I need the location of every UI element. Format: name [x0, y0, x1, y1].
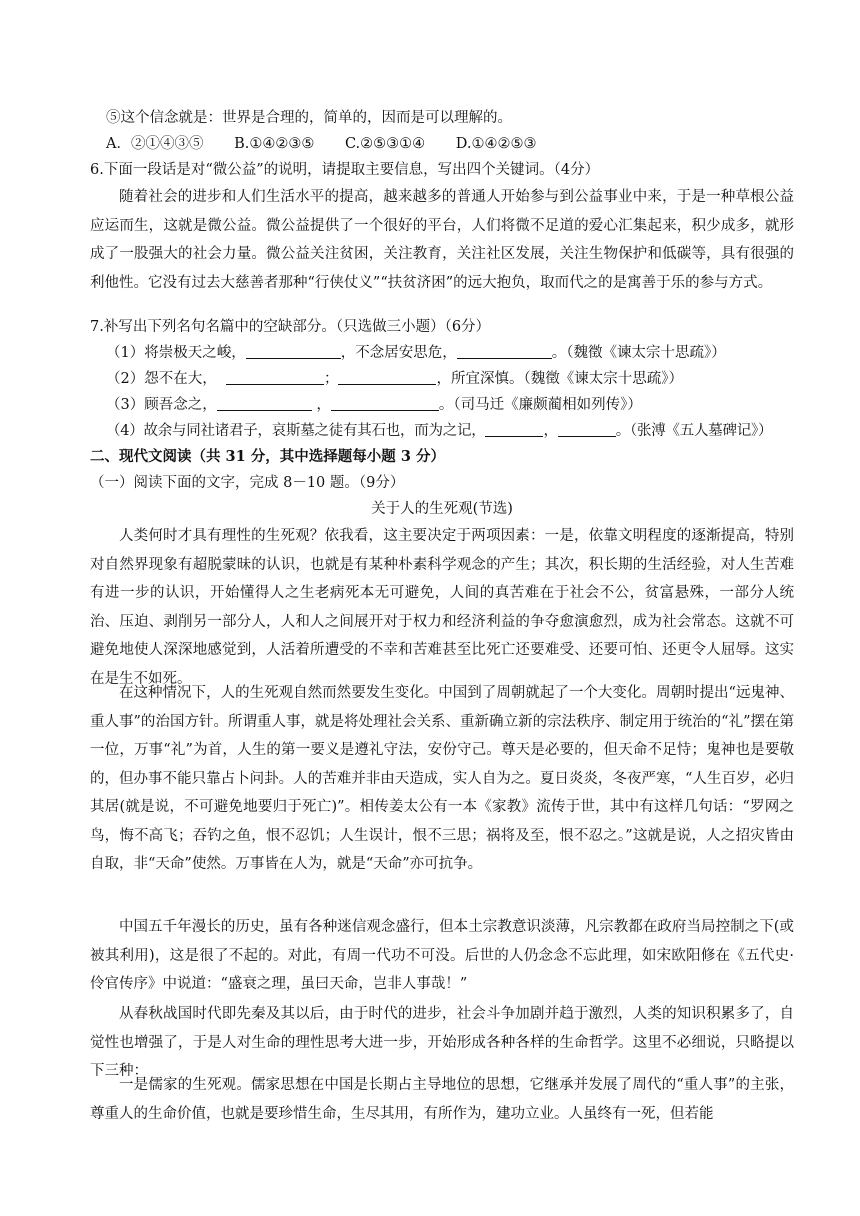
q5-item5: ⑤这个信念就是：世界是合理的，简单的，因而是可以理解的。: [106, 110, 512, 126]
q7-item4-part-a: （4）故余与同社诸君子，哀斯墓之徒有其石也，而为之记，: [106, 423, 486, 439]
q7-item2-part-c: ，所宜深慎。（魏徵《谏太宗十思疏》）: [436, 371, 683, 387]
answer-blank[interactable]: [226, 370, 324, 385]
q7-item3-part-a: （3）顾吾念之，: [106, 397, 217, 413]
subsection-heading: （一）阅读下面的文字，完成 8－10 题。（9分）: [90, 475, 405, 491]
q7-item4-part-b: ，: [543, 423, 558, 439]
answer-blank[interactable]: [457, 344, 552, 359]
q7-stem: 7.补写出下列名句名篇中的空缺部分。（只选做三小题）（6分）: [90, 319, 491, 335]
q5-option-a: A．②①④③⑤: [106, 136, 204, 152]
article-paragraph-3: 中国五千年漫长的历史，虽有各种迷信观念盛行，但本土宗教意识淡薄，凡宗教都在政府当局控制之下(或被其利用)，这是很了不起的。对此，有周一代功不可没。后世的人仍念念不忘此理，如宋欧阳修在《五代史·伶官传序》中说道：“盛衰之理，虽曰天命，岂非人事哉！”: [90, 919, 794, 992]
q5-option-c: C.②⑤③①④: [344, 136, 426, 152]
q7-item2: [106, 367, 810, 391]
q7-item2-part-b: ；: [323, 371, 339, 387]
q5-option-d: D.①④②⑤③: [455, 136, 537, 152]
q7-item3-part-b: ，: [316, 397, 331, 413]
q7-item1-part-b: ，不念居安思危，: [340, 345, 457, 361]
answer-blank[interactable]: [558, 422, 616, 437]
q7-item4: [106, 419, 810, 443]
q7-item1: [106, 341, 810, 365]
answer-blank[interactable]: [485, 422, 543, 437]
q7-item2-part-a: （2）怨不在大，: [106, 371, 217, 387]
q6-passage: 随着社会的进步和人们生活水平的提高，越来越多的普通人开始参与到公益事业中来，于是一种草根公益应运而生，这就是微公益。微公益提供了一个很好的平台，人们将微不足道的爱心汇集起来，积少成多，就形成了一股强大的社会力量。微公益关注贫困，关注教育，关注社区发展，关注生物保护和低碳等，具有很强的利他性。它没有过去大慈善者那种“行侠仗义”“扶贫济困”的远大抱负，取而代之的是寓善于乐的参与方式。: [90, 189, 794, 291]
article-paragraph-1: 人类何时才具有理性的生死观？依我看，这主要决定于两项因素：一是，依靠文明程度的逐渐提高，特别对自然界现象有超脱蒙昧的认识，也就是有某种朴素科学观念的产生；其次，积长期的生活经验，对人生苦难有进一步的认识，开始懂得人之生老病死本无可避免，人间的真苦难在于社会不公，贫富悬殊，一部分人统治、压迫、剥削另一部分人，人和人之间展开对于权力和经济利益的争夺愈演愈烈，成为社会常态。这就不可避免地使人深深地感觉到，人活着所遭受的不幸和苦难甚至比死亡还要难受、还要可怕、还更令人屈辱。这实在是生不如死。: [90, 528, 794, 687]
article-title: 关于人的生死观(节选): [371, 501, 513, 517]
q5-option-b: B.①④②③⑤: [234, 136, 315, 152]
answer-blank[interactable]: [246, 344, 341, 359]
answer-blank[interactable]: [217, 396, 312, 411]
article-paragraph-4: 从春秋战国时代即先秦及其以后，由于时代的进步，社会斗争加剧并趋于激烈，人类的知识积累多了，自觉性也增强了，于是人对生命的理性思考大进一步，开始形成各种各样的生命哲学。这里不必细说，只略提以下三种：: [90, 1006, 794, 1079]
article-paragraph-5: 一是儒家的生死观。儒家思想在中国是长期占主导地位的思想，它继承并发展了周代的“重人事”的主张，尊重人的生命价值，也就是要珍惜生命，生尽其用，有所作为，建功立业。人虽终有一死，但若能: [90, 1077, 794, 1122]
q5-options: [106, 132, 810, 156]
q7-item3: [106, 393, 810, 417]
answer-blank[interactable]: [338, 370, 436, 385]
q7-item1-part-c: 。（魏徵《谏太宗十思疏》）: [551, 345, 726, 361]
q7-item1-part-a: （1）将崇极天之峻，: [106, 345, 246, 361]
q7-item4-part-c: 。（张溥《五人墓碑记》）: [615, 423, 773, 439]
q7-item3-part-c: 。（司马迁《廉颇蔺相如列传》）: [438, 397, 642, 413]
article-paragraph-2: 在这种情况下，人的生死观自然而然要发生变化。中国到了周朝就起了一个大变化。周朝时提出“远鬼神、重人事”的治国方针。所谓重人事，就是将处理社会关系、重新确立新的宗法秩序、制定用于统治的“礼”摆在第一位，万事“礼”为首，人生的第一要义是遵礼守法，安份守己。尊天是必要的，但天命不足恃；鬼神也是要敬的，但办事不能只靠占卜问卦。人的苦难并非由天造成，实人自为之。夏日炎炎，冬夜严寒，“人生百岁，必归其居(就是说，不可避免地要归于死亡)”。相传姜太公有一本《家教》流传于世，其中有这样几句话：“罗网之鸟，悔不高飞；吞钓之鱼，恨不忍饥；人生误计，恨不三思；祸将及至，恨不忍之。”这就是说，人之招灾皆由自取，非“天命”使然。万事皆在人为，就是“天命”亦可抗争。: [90, 685, 794, 872]
q6-stem: 6.下面一段话是对“微公益”的说明，请提取主要信息，写出四个关键词。（4分）: [90, 162, 600, 178]
answer-blank[interactable]: [331, 396, 439, 411]
section-heading: 二、现代文阅读（共 31 分，其中选择题每小题 3 分）: [90, 448, 445, 465]
